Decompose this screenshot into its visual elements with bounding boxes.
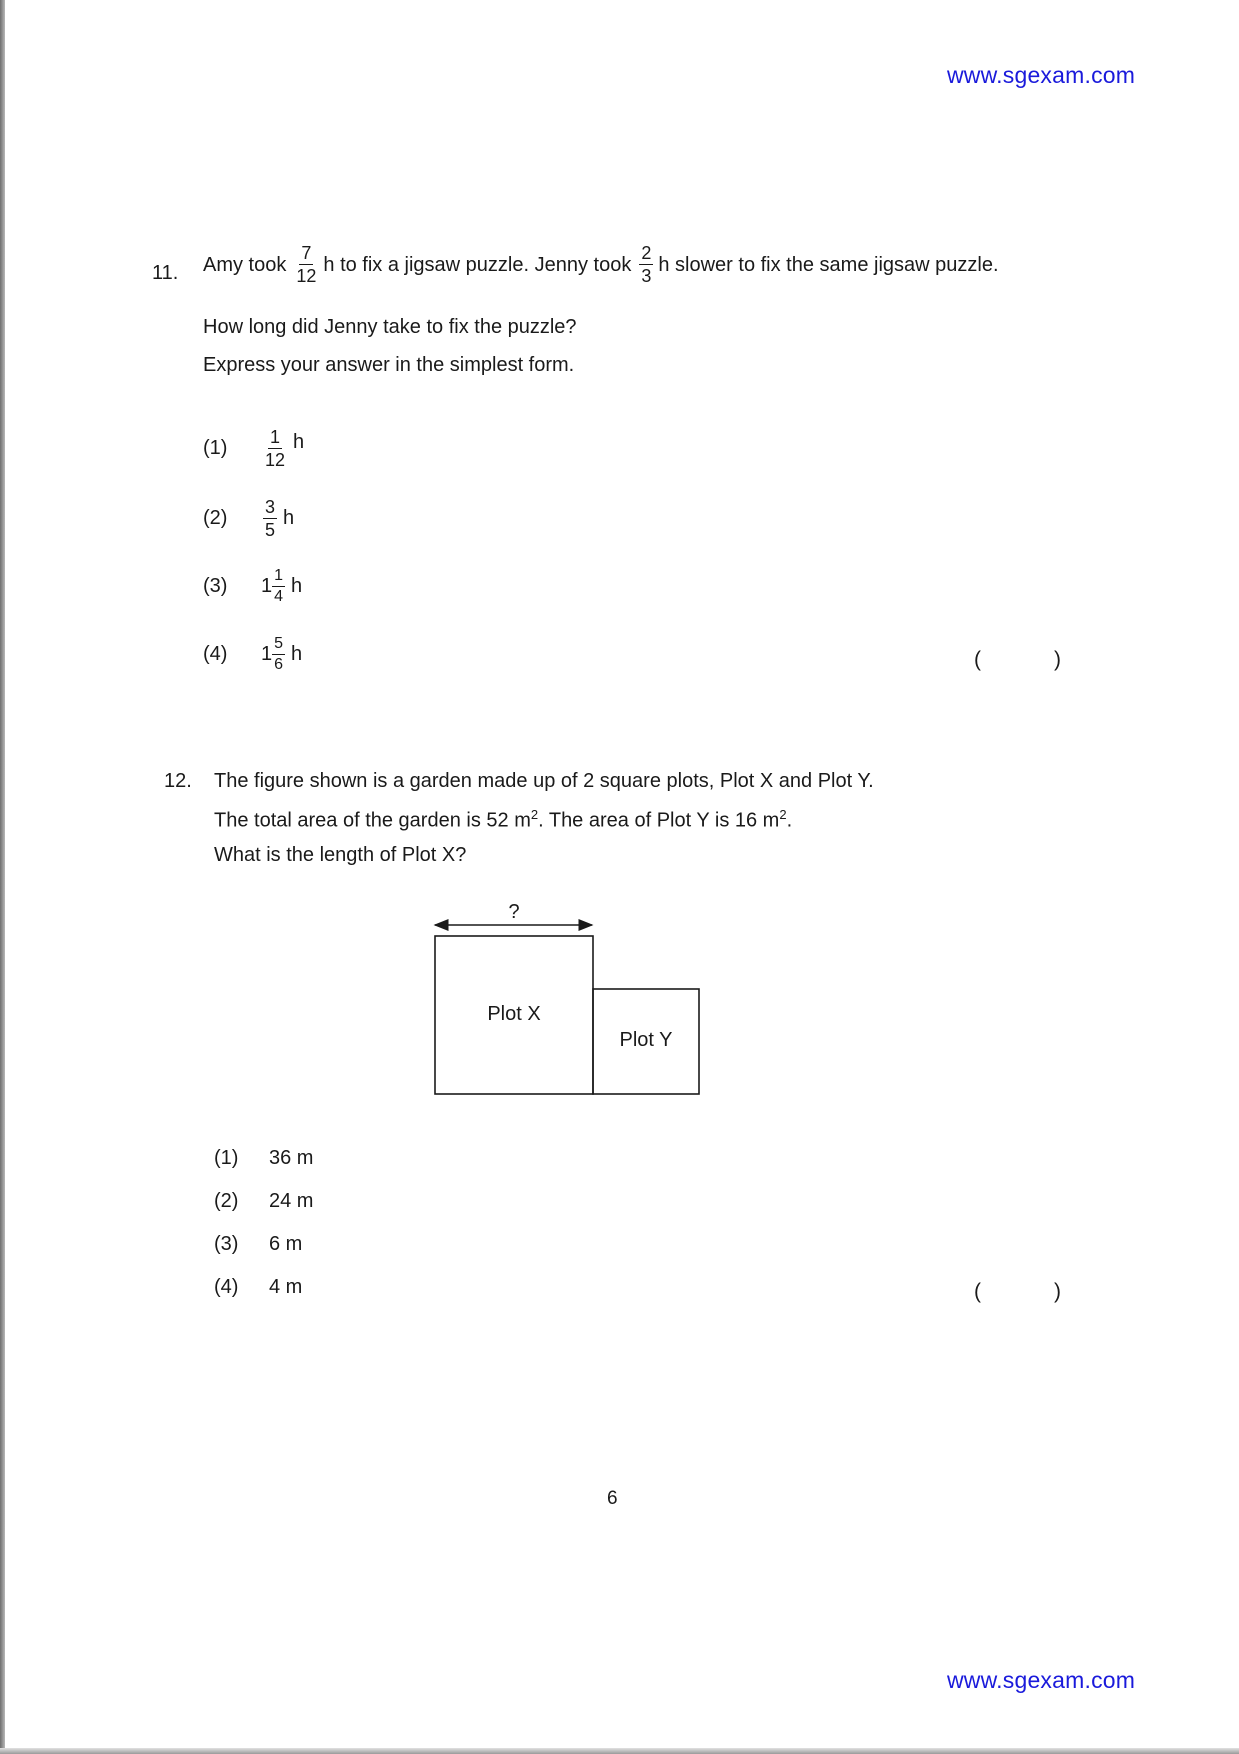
superscript-two: 2 [779, 807, 787, 822]
q11-stem-text-b: h to fix a jigsaw puzzle. Jenny took [323, 253, 632, 276]
option-unit: h [293, 431, 305, 453]
watermark-top: www.sgexam.com [947, 62, 1136, 88]
fraction-denominator: 12 [265, 450, 286, 470]
watermark-bottom: www.sgexam.com [947, 1667, 1136, 1693]
q12-stem-line-2 [214, 807, 792, 833]
fraction-numerator: 1 [270, 427, 281, 447]
dimension-label: ? [508, 901, 520, 923]
fraction-numerator: 5 [272, 636, 285, 655]
superscript-two: 2 [530, 807, 539, 822]
fraction-numerator: 7 [301, 243, 312, 263]
scan-edge-left [0, 0, 5, 1754]
option-fraction [272, 568, 285, 605]
q11-answer-close-paren: ) [1054, 648, 1061, 671]
option-label: (2) [214, 1190, 239, 1212]
option-fraction [263, 428, 287, 469]
option-whole-number: 1 [261, 575, 273, 597]
q12-number: 12. [164, 770, 192, 792]
q12-option-4[interactable] [214, 1276, 302, 1299]
q12-answer-open-paren: ( [974, 1280, 981, 1303]
option-text: 24 m [269, 1190, 314, 1212]
option-text: 6 m [269, 1233, 303, 1255]
q12-stem-text-b: . The area of Plot Y is 16 m [538, 809, 780, 832]
q11-option-1[interactable] [203, 428, 304, 469]
q12-option-3[interactable] [214, 1233, 302, 1256]
garden-figure [420, 890, 720, 1100]
option-label: (4) [214, 1276, 239, 1298]
q12-stem-line-1: The figure shown is a garden made up of 2 square plots, Plot X and Plot Y. [214, 770, 874, 792]
option-label: (3) [214, 1233, 239, 1255]
q11-fraction-jenny [639, 244, 653, 285]
scan-edge-bottom [0, 1748, 1239, 1754]
q12-stem-text-c: . [786, 809, 793, 832]
plot-y-label: Plot Y [619, 1029, 673, 1051]
option-label: (4) [203, 643, 228, 665]
q11-answer-open-paren: ( [974, 648, 981, 671]
fraction-denominator: 6 [274, 656, 284, 673]
fraction-denominator: 12 [296, 266, 317, 286]
fraction-numerator: 1 [272, 568, 285, 587]
q11-question-line: How long did Jenny take to fix the puzzle? [203, 316, 577, 338]
q11-option-4[interactable] [203, 636, 302, 673]
option-text: 4 m [269, 1276, 303, 1298]
q11-instruction-line: Express your answer in the simplest form. [203, 354, 575, 376]
plot-x-label: Plot X [487, 1003, 541, 1025]
q11-stem [203, 244, 999, 285]
q11-number: 11. [152, 262, 179, 284]
option-fraction [263, 498, 277, 539]
option-whole-number: 1 [261, 643, 273, 665]
option-label: (3) [203, 575, 228, 597]
q12-stem-text-a: The total area of the garden is 52 m [214, 809, 531, 832]
option-label: (1) [203, 437, 228, 459]
q11-stem-text-a: Amy took [203, 253, 287, 276]
fraction-numerator: 3 [265, 497, 276, 517]
fraction-denominator: 3 [641, 266, 652, 286]
option-unit: h [291, 643, 303, 665]
q12-option-1[interactable] [214, 1147, 313, 1170]
option-label: (2) [203, 507, 228, 529]
q12-option-2[interactable] [214, 1190, 313, 1213]
page-number: 6 [607, 1488, 618, 1509]
option-text: 36 m [269, 1147, 314, 1169]
fraction-numerator: 2 [641, 243, 652, 263]
q12-answer-close-paren: ) [1054, 1280, 1061, 1303]
fraction-denominator: 5 [265, 520, 276, 540]
q11-stem-text-c: h slower to fix the same jigsaw puzzle. [658, 253, 999, 276]
fraction-denominator: 4 [274, 588, 284, 605]
option-fraction [272, 636, 285, 673]
q11-option-2[interactable] [203, 498, 294, 539]
option-label: (1) [214, 1147, 239, 1169]
q11-fraction-amy [294, 244, 318, 285]
q11-option-3[interactable] [203, 568, 302, 605]
q12-question-line: What is the length of Plot X? [214, 844, 467, 866]
option-unit: h [291, 575, 303, 597]
option-unit: h [283, 507, 295, 529]
